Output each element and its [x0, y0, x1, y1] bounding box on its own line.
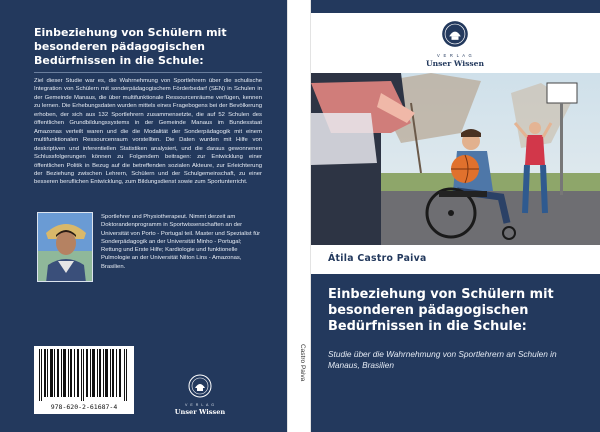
front-publisher-logo	[410, 20, 500, 68]
author-portrait-icon	[38, 213, 93, 282]
isbn-number: 978-620-2-61687-4	[50, 403, 118, 411]
barcode	[34, 346, 134, 414]
back-cover	[0, 0, 287, 432]
publisher-verlag-label: V E R L A G	[437, 53, 473, 58]
front-top-bar	[311, 0, 600, 13]
cover-photo	[311, 73, 600, 245]
wheelchair-basketball-photo-icon	[311, 73, 600, 245]
emblem-icon	[188, 374, 212, 398]
back-cover-blurb: Ziel dieser Studie war es, die Wahrnehmung von Sportlehrern über die schulische Integration von Schülern mit sonderpädagogischem Förderbedarf (SEN) in Schulen in der Gemeinde Manaus, die über multifunktionale Ressourcenräume verfügen, kennen zu lernen. Die Erhebungsdaten wurden mittels eines Fragebogens bei der Bevölkerung erhoben, der sich aus 132 Sportlehrern zusammensetzte, die auf 52 Schulen des öffentlichen Grundbildungssystems in der Gemeinde Manaus im Bundesstaat Amazonas verteilt waren und die die Modalität der Sonderpädagogik mit einem multifunktionalen Ressourcenraum vorstellten. Die Daten wurden mit Hilfe von deskriptiven und inferentiellen Statistiken analysiert, und die daraus gewonnenen Schlussfolgerungen können zu Folgendem beitragen: zur Entwicklung einer öffentlichen Politik in Bezug auf die betreffenden sozialen Akteure, zur Erleichterung der Beziehung zwischen Lehrern, Schülern und der Schulgemeinschaft, zu einer besseren beruflichen Entwicklung, zum Bildungsdienst sowie zum Sportunterricht.	[34, 78, 262, 186]
barcode-icon	[39, 349, 129, 401]
publisher-verlag-label: V E R L A G	[184, 403, 216, 407]
front-title: Einbeziehung von Schülern mit besonderen pädagogischen Bedürfnissen in die Schule:	[328, 287, 554, 334]
spine-author: Castro Paiva	[299, 344, 306, 382]
back-cover-title: Einbeziehung von Schülern mit besonderen pädagogischen Bedürfnissen in die Schule:	[34, 26, 227, 67]
author-photo	[37, 212, 93, 282]
front-cover	[311, 0, 600, 432]
title-band	[311, 274, 600, 432]
front-subtitle: Studie über die Wahrnehmung von Sportlehrern an Schulen in Manaus, Brasilien	[328, 349, 557, 370]
emblem-icon	[441, 20, 469, 48]
spine	[287, 0, 311, 432]
publisher-name: Unser Wissen	[174, 408, 226, 416]
publisher-name: Unser Wissen	[425, 59, 485, 68]
author-bio: Sportlehrer und Physiotherapeut. Nimmt derzeit am Doktorandenprogramm in Sportwissenschaften an der Universität von Porto - Portugal teil. Master und Spezialist für Sonderpädagogik an der Universität Minho - Portugal; Rettung und Erste Hilfe; Kardiologie und funktionelle Pulmologie an der Universität Nilton Lins - Amazonas, Brasilien.	[101, 214, 261, 270]
divider	[34, 72, 262, 73]
back-publisher-logo	[170, 374, 230, 420]
front-author: Átila Castro Paiva	[328, 253, 427, 264]
